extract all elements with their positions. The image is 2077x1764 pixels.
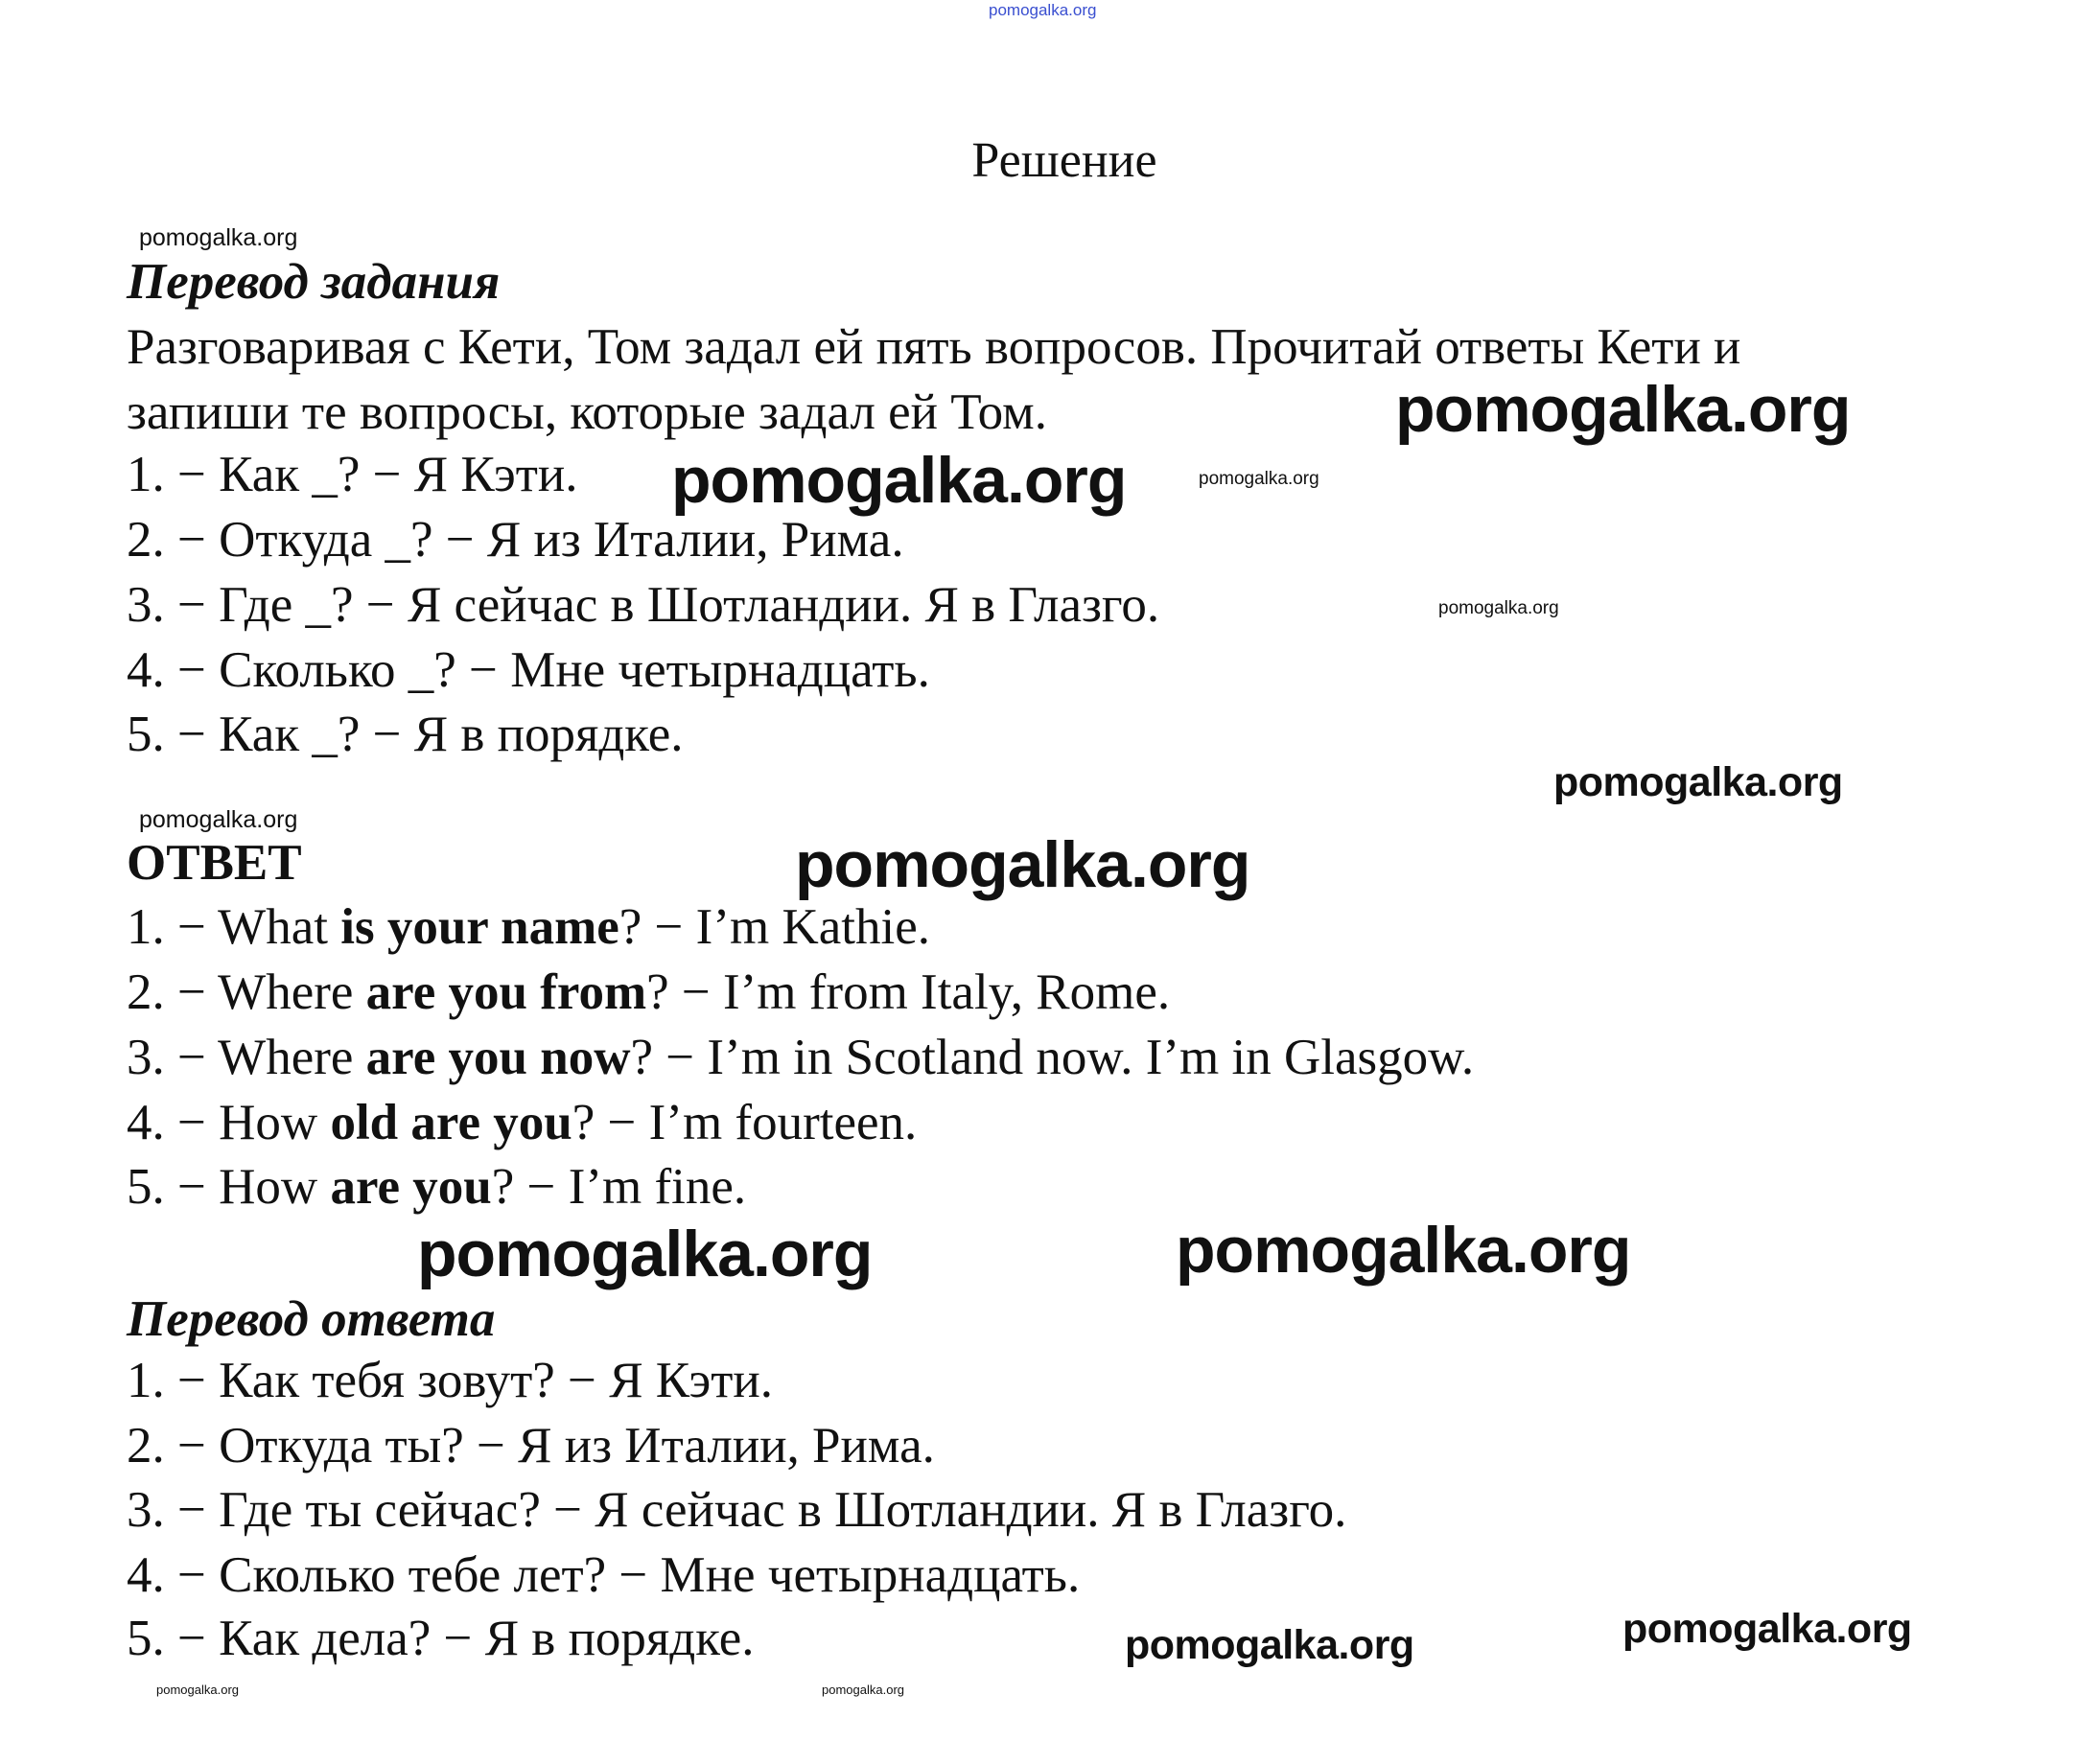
task-text-line: Разговаривая с Кети, Том задал ей пять вопросов. Прочитай ответы Кети и [127, 319, 1741, 375]
answer-text: ? − I’m fine. [491, 1159, 747, 1215]
watermark: pomogalka.org [156, 1683, 239, 1697]
answer-item [127, 1030, 1475, 1085]
answer-text: ? − I’m fourteen. [572, 1095, 918, 1150]
answer-item [127, 1095, 918, 1150]
task-item: 2. − Откуда _? − Я из Италии, Рима. [127, 512, 904, 568]
watermark: pomogalka.org [1199, 469, 1319, 489]
task-item: 3. − Где _? − Я сейчас в Шотландии. Я в Глазго. [127, 577, 1160, 633]
answer-bold: are you now [365, 1030, 631, 1085]
answer-text: 4. − How [127, 1095, 331, 1150]
watermark: pomogalka.org [1395, 373, 1851, 446]
answer-text: 2. − Where [127, 964, 366, 1020]
task-heading: Перевод задания [127, 254, 501, 310]
translation-item: 3. − Где ты сейчас? − Я сейчас в Шотландии. Я в Глазго. [127, 1482, 1347, 1538]
watermark: pomogalka.org [417, 1218, 873, 1290]
watermark: pomogalka.org [989, 1, 1097, 19]
watermark: pomogalka.org [1438, 598, 1559, 618]
answer-item [127, 899, 930, 955]
answer-text: 1. − What [127, 899, 341, 955]
watermark: pomogalka.org [139, 806, 298, 833]
answer-bold: are you [330, 1159, 492, 1215]
answer-item [127, 1159, 747, 1215]
watermark: pomogalka.org [1125, 1622, 1414, 1668]
translation-item: 2. − Откуда ты? − Я из Италии, Рима. [127, 1418, 935, 1474]
watermark: pomogalka.org [1622, 1606, 1912, 1652]
answer-text: ? − I’m in Scotland now. I’m in Glasgow. [630, 1030, 1475, 1085]
answer-bold: old are you [330, 1095, 572, 1150]
translation-heading: Перевод ответа [127, 1291, 496, 1347]
answer-bold: are you from [365, 964, 647, 1020]
page-title: Решение [971, 133, 1157, 188]
task-text-line: запиши те вопросы, которые задал ей Том. [127, 384, 1047, 440]
answer-text: 5. − How [127, 1159, 331, 1215]
answer-item [127, 964, 1171, 1020]
watermark: pomogalka.org [1553, 759, 1843, 805]
answer-bold: is your name [340, 899, 619, 955]
task-item: 4. − Сколько _? − Мне четырнадцать. [127, 642, 930, 698]
translation-item: 5. − Как дела? − Я в порядке. [127, 1611, 755, 1666]
watermark: pomogalka.org [822, 1683, 904, 1697]
task-item: 5. − Как _? − Я в порядке. [127, 707, 684, 762]
watermark: pomogalka.org [795, 828, 1250, 901]
answer-text: ? − I’m from Italy, Rome. [646, 964, 1171, 1020]
translation-item: 1. − Как тебя зовут? − Я Кэти. [127, 1353, 773, 1408]
answer-text: ? − I’m Kathie. [618, 899, 930, 955]
watermark: pomogalka.org [671, 444, 1127, 517]
answer-heading: ОТВЕТ [127, 835, 302, 891]
answer-text: 3. − Where [127, 1030, 366, 1085]
watermark: pomogalka.org [1176, 1214, 1631, 1287]
task-item: 1. − Как _? − Я Кэти. [127, 447, 578, 502]
translation-item: 4. − Сколько тебе лет? − Мне четырнадцать. [127, 1547, 1081, 1603]
watermark: pomogalka.org [139, 224, 298, 251]
